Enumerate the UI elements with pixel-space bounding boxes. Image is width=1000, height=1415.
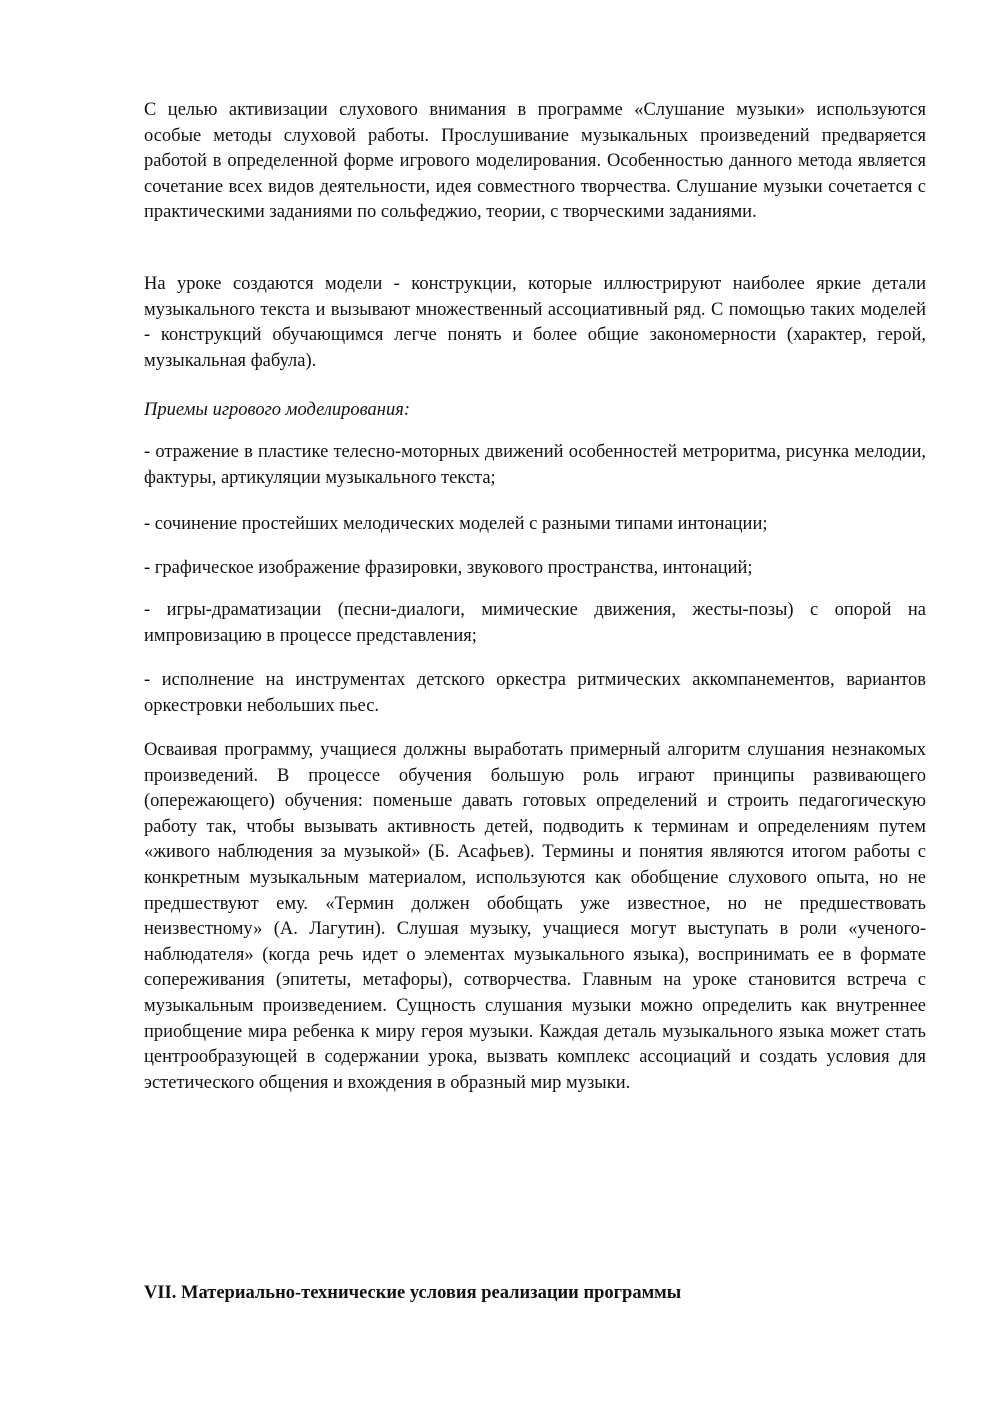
techniques-heading: Приемы игрового моделирования: (144, 400, 410, 420)
paragraph-listening-methods: С целью активизации слухового внимания в программе «Слушание музыки» используются особые методы слуховой работы. Прослушивание музыкальных произведений предваряется работой в определенной форме игрового моделирования. Особенностью данного метода является сочетание всех видов деятельности, идея совместного творчества. Слушание музыки сочетается с практическими заданиями по сольфеджио, теории, с творческими заданиями. (144, 100, 926, 223)
paragraph-models-constructions: На уроке создаются модели - конструкции, которые иллюстрируют наиболее яркие детали музыкального текста и вызывают множественный ассоциативный ряд. С помощью таких моделей - конструкций обучающимся легче понять и более общие закономерности (характер, герой, музыкальная фабула). (144, 274, 926, 371)
technique-item-graphic-depiction: - графическое изображение фразировки, звукового пространства, интонаций; (144, 558, 753, 578)
section-title: VII. Материально-технические условия реализации программы (144, 1283, 682, 1303)
paragraph-listening-algorithm: Осваивая программу, учащиеся должны выработать примерный алгоритм слушания незнакомых произведений. В процессе обучения большую роль играют принципы развивающего (опережающего) обучения: поменьше давать готовых определений и строить педагогическую работу так, чтобы вызывать активность детей, подводить к терминам и определениям путем «живого наблюдения за музыкой» (Б. Асафьев). Термины и понятия являются итогом работы с конкретным музыкальным материалом, используются как обобщение слухового опыта, но не предшествуют ему. «Термин должен обобщать уже известное, но не предшествовать неизвестному» (А. Лагутин). Слушая музыку, учащиеся могут выступать в роли «ученого-наблюдателя» (когда речь идет о элементах музыкального языка), воспринимать ее в формате сопереживания (эпитеты, метафоры), сотворчества. Главным на уроке становится встреча с музыкальным произведением. Сущность слушания музыки можно определить как внутреннее приобщение мира ребенка к миру героя музыки. Каждая деталь музыкального языка может стать центрообразующей в содержании урока, вызвать комплекс ассоциаций и создать условия для эстетического общения и вхождения в образный мир музыки. (144, 740, 926, 1093)
technique-item-dramatization-games: - игры-драматизации (песни-диалоги, мимические движения, жесты-позы) с опорой на импровизацию в процессе представления; (144, 600, 926, 646)
technique-item-melodic-models: - сочинение простейших мелодических моделей с разными типами интонации; (144, 514, 768, 534)
technique-item-plastic-movement: - отражение в пластике телесно-моторных движений особенностей метроритма, рисунка мелодии, фактуры, артикуляции музыкального текста; (144, 442, 926, 488)
technique-item-orchestra-performance: - исполнение на инструментах детского оркестра ритмических аккомпанементов, вариантов оркестровки небольших пьес. (144, 670, 926, 716)
